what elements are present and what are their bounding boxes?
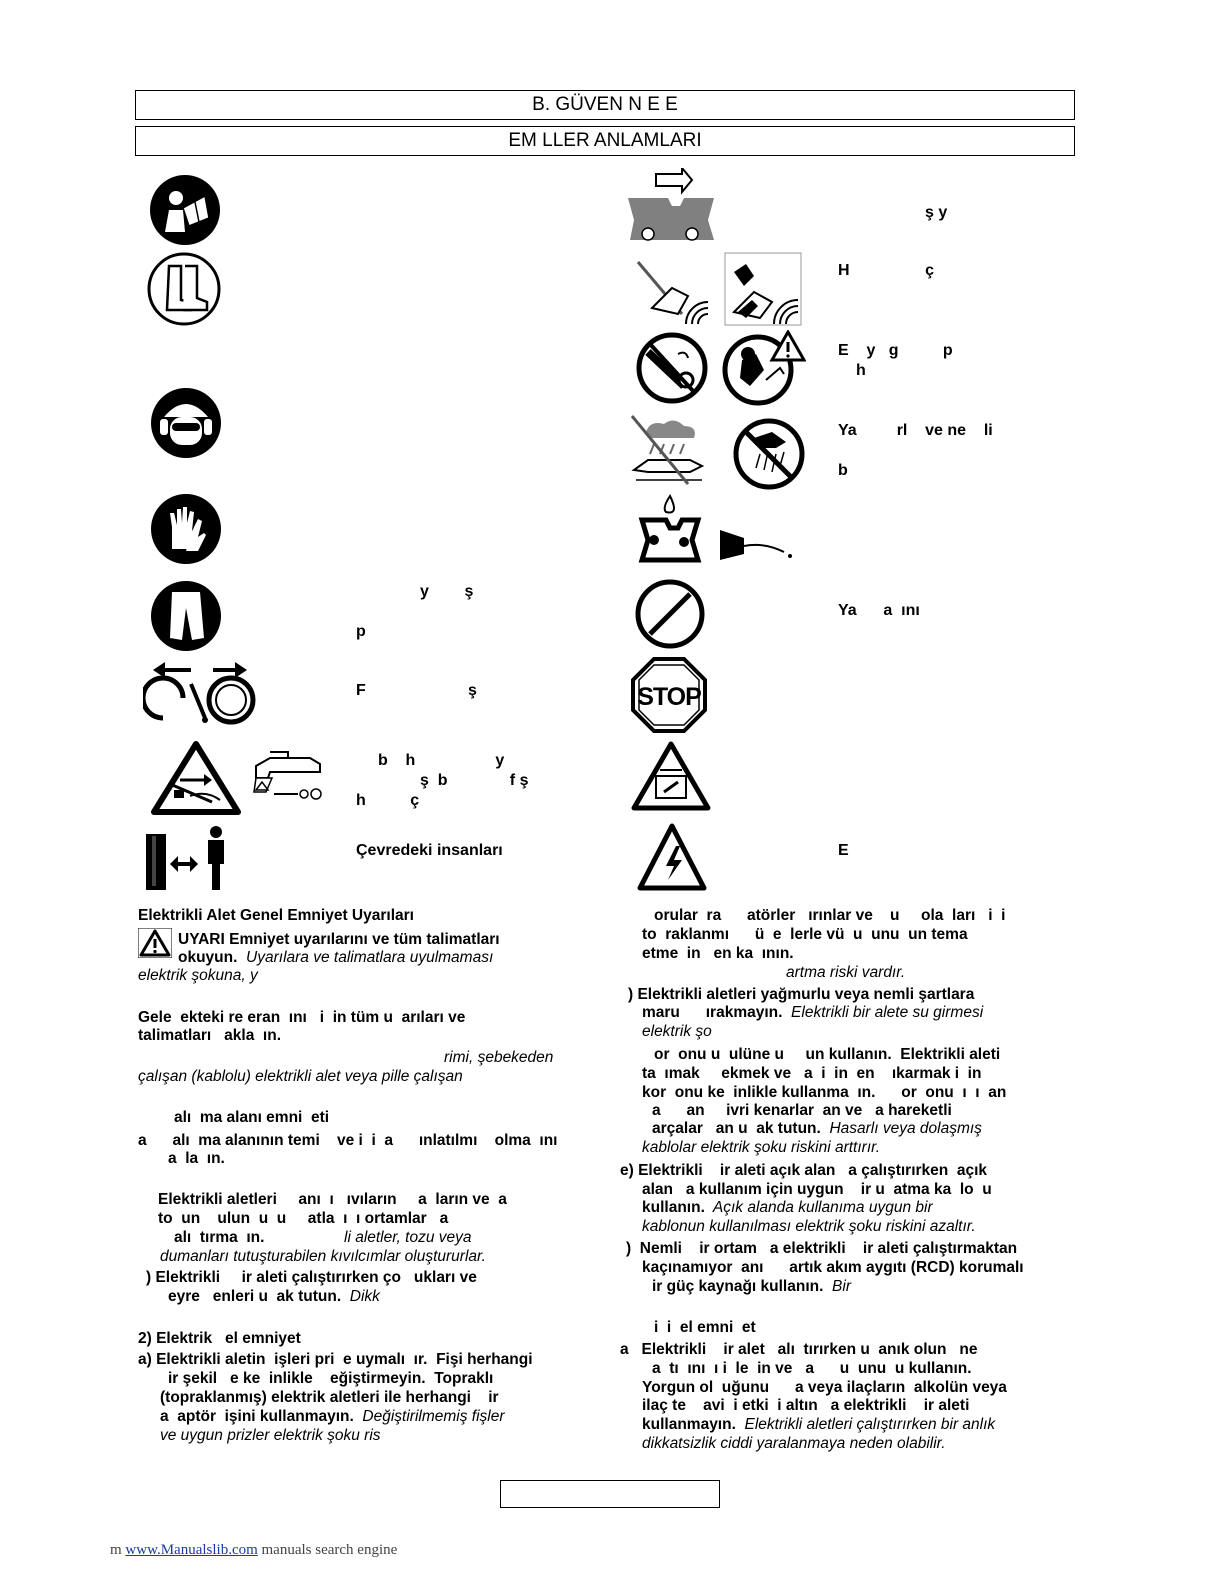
protective-trousers-icon — [150, 580, 222, 652]
head-ear-eye-protection-icon — [150, 387, 222, 459]
warning-line-1: UYARI Emniyet uyarılarını ve tüm talimatları — [178, 931, 500, 948]
elec-d-line-4: a an ivri kenarlar an ve a hareketli — [652, 1102, 952, 1119]
elec-c-line-2: maru ırakmayın. Elektrikli bir alete su girmesi — [642, 1004, 984, 1021]
oil-can-icon — [714, 524, 798, 564]
elec-a-line-3: (topraklanmış) elektrik aletleri ile herhangi ir — [160, 1389, 499, 1406]
keep-distance-icon — [142, 824, 234, 892]
electrical-heading: 2) Elektrik el emniyet — [138, 1330, 301, 1347]
term-line-1: rimi, şebekeden — [444, 1049, 554, 1066]
label-kickback-2: ş b f ş — [420, 772, 529, 789]
chain-cutting-direction-icon — [626, 168, 716, 246]
stop-icon — [630, 656, 708, 734]
keep-line-2: talimatları akla ın. — [138, 1027, 282, 1044]
elec-e-line-3: kullanın. Açık alanda kullanıma uygun bir — [642, 1199, 933, 1216]
label-hold-two-hands: H ç — [838, 262, 935, 279]
section-subtitle-box — [135, 126, 1075, 156]
work-b-line-3: alı tırma ın. — [174, 1229, 265, 1246]
work-c-line-2: eyre enleri u ak tutun. Dikk — [168, 1288, 380, 1305]
elec-c-line-3: elektrik şo — [642, 1023, 712, 1040]
personal-safety-heading: i i el emni et — [654, 1319, 756, 1336]
label-kickback-a: E y g p — [838, 342, 953, 359]
elec-f-line-2: kaçınamıyor anı artık akım aygıtı (RCD) korumalı — [642, 1259, 1024, 1276]
personal-a-line-6: dikkatsizlik ciddi yaralanmaya neden olabilir. — [642, 1435, 946, 1452]
footer — [110, 1542, 397, 1559]
electric-hazard-icon — [636, 822, 708, 894]
prohibited-icon — [634, 578, 706, 650]
work-b-line-3i: li aletler, tozu veya — [344, 1229, 472, 1246]
work-b-line-4: dumanları tutuşturabilen kıvılcımlar oluştururlar. — [160, 1248, 486, 1265]
footer-suffix: manuals search engine — [257, 1542, 398, 1558]
elec-e-line-1: e) Elektrikli ir aleti açık alan a çalıştırırken açık — [620, 1162, 988, 1179]
elec-b-line-1: orular ra atörler ırınlar ve u ola ları i i — [654, 907, 1006, 924]
personal-a-line-5: kullanmayın. Elektrikli aletleri çalıştırırken bir anlık — [642, 1416, 996, 1433]
no-rain-icon — [730, 418, 808, 490]
footer-prefix: m — [110, 1542, 126, 1558]
label-prohibited: Ya a ını — [838, 602, 920, 619]
elec-c-line-1: ) Elektrikli aletleri yağmurlu veya nemli şartlara — [628, 986, 975, 1003]
warning-triangle-icon — [138, 928, 172, 958]
work-area-heading: alı ma alanı emni eti — [174, 1109, 330, 1126]
read-manual-icon — [149, 174, 221, 246]
elec-d-line-2: ta ımak ekmek ve a i in en ıkarmak i in — [642, 1065, 982, 1082]
warning-line-3: elektrik şokuna, y — [138, 967, 258, 984]
label-electric: E — [838, 842, 849, 859]
page-number-box — [500, 1480, 720, 1508]
chain-direction-icon — [143, 660, 261, 726]
safety-boots-icon — [147, 252, 221, 326]
manualslib-link[interactable]: www.Manualslib.com — [125, 1542, 258, 1558]
section-title-box — [135, 90, 1075, 120]
label-kickback-1: b h y — [378, 752, 505, 769]
elec-f-line-3: ir güç kaynağı kullanın. Bir — [652, 1278, 851, 1295]
elec-d-line-3: kor onu ke inlikle kullanma ın. or onu ı ı an — [642, 1084, 1007, 1101]
safety-gloves-icon — [150, 493, 222, 565]
elec-d-line-1: or onu u ulüne u un kullanın. Elektrikli aleti — [654, 1046, 1001, 1063]
elec-a-line-2: ir şekil e ke inlikle eğiştirmeyin. Topraklı — [168, 1370, 494, 1387]
label-no-rain-b: b — [838, 462, 848, 479]
work-a-line-2: a la ın. — [168, 1150, 225, 1167]
term-line-2: çalışan (kablolu) elektrikli alet veya pille çalışan — [138, 1068, 463, 1085]
label-kickback-3: h ç — [356, 792, 420, 809]
chainsaw-unplug-icon — [248, 744, 326, 806]
work-a-line-1: a alı ma alanının temi ve i i a ınlatılmı olma ını — [138, 1132, 558, 1149]
label-kickback-b: h — [856, 362, 866, 379]
elec-f-line-1: ) Nemli ir ortam a elektrikli ir aleti çalıştırmaktan — [626, 1240, 1018, 1257]
maintenance-warning-icon — [630, 740, 712, 812]
no-one-hand-icon — [632, 254, 714, 326]
work-c-line-1: ) Elektrikli ir aleti çalıştırırken ço ukları ve — [146, 1269, 477, 1286]
personal-a-line-2: a tı ını ı i le in ve a u unu u kullanın. — [652, 1360, 972, 1377]
personal-a-line-3: Yorgun ol uğunu a veya ilaçların alkolün veya — [642, 1379, 1007, 1396]
work-b-line-1: Elektrikli aletleri anı ı ıvıların a ların ve a — [158, 1191, 507, 1208]
kickback-face-warning-icon — [720, 330, 806, 406]
no-tip-contact-icon — [634, 332, 710, 404]
label-trousers-a: y ş — [420, 583, 474, 600]
elec-e-line-4: kablonun kullanılması elektrik şoku riskini azaltır. — [642, 1218, 976, 1235]
elec-a-line-1: a) Elektrikli aletin işleri pri e uymalı ır. Fişi herhangi — [138, 1351, 533, 1368]
kickback-warning-icon — [150, 740, 242, 816]
warning-line-2: okuyun. Uyarılara ve talimatlara uyulmaması — [178, 949, 494, 966]
label-trousers-b: p — [356, 623, 366, 640]
section-subtitle: EM LLER ANLAMLARI — [508, 130, 702, 151]
label-chain-cutting: ş y — [925, 204, 948, 221]
personal-a-line-1: a Elektrikli ir alet alı tırırken u anık olun ne — [620, 1341, 978, 1358]
elec-e-line-2: alan a kullanım için uygun ir u atma ka lo u — [642, 1181, 992, 1198]
elec-a-line-5: ve uygun prizler elektrik şoku ris — [160, 1427, 381, 1444]
label-chain-direction: F ş — [356, 682, 477, 699]
elec-d-line-5: arçalar an u ak tutun. Hasarlı veya dolaşmış — [652, 1120, 982, 1137]
elec-d-line-6: kablolar elektrik şoku riskini arttırır. — [642, 1139, 881, 1156]
chain-oil-icon — [638, 494, 702, 566]
hold-two-hands-icon — [724, 252, 802, 326]
work-b-line-2: to un ulun u u atla ı ı ortamlar a — [158, 1210, 449, 1227]
label-bystanders: Çevredeki insanları — [356, 842, 503, 859]
svg-text:STOP: STOP — [637, 683, 701, 711]
left-title: Elektrikli Alet Genel Emniyet Uyarıları — [138, 907, 414, 924]
label-no-rain-a: Ya rl ve ne li — [838, 422, 993, 439]
no-rain-chainsaw-icon — [628, 414, 708, 486]
personal-a-line-4: ilaç te avi i etki i altın a elektrikli ir aleti — [642, 1397, 970, 1414]
elec-a-line-4: a aptör işini kullanmayın. Değiştirilmemiş fişler — [160, 1408, 505, 1425]
elec-b-line-2: to raklanmı ü e lerle vü u unu un tema — [642, 926, 968, 943]
keep-line-1: Gele ekteki re eran ını i in tüm u arıları ve — [138, 1009, 466, 1026]
section-title: B. GÜVEN N E E — [532, 94, 678, 115]
elec-b-line-3: etme in en ka ının. — [642, 945, 794, 962]
elec-b-line-4: artma riski vardır. — [786, 964, 906, 981]
